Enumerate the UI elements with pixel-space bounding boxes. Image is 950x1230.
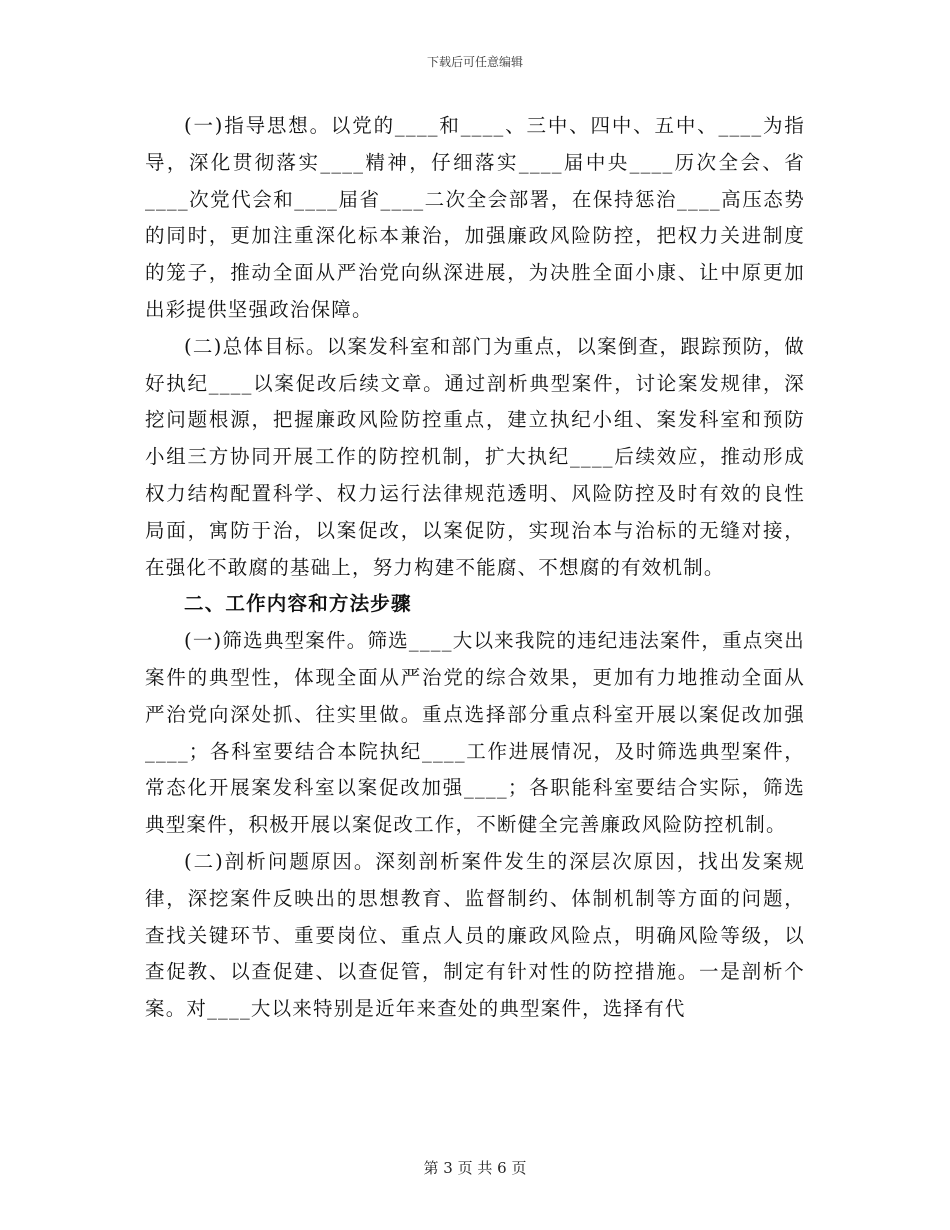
paragraph-screen-cases: (一)筛选典型案件。筛选____大以来我院的违纪违法案件，重点突出案件的典型性，体现全面从严治党的综合效果，更加有力地推动全面从严治党向深处抓、往实里做。重点选择部分重点科室开展以案促改加强____；各科室要结合本院执纪____工作进展情况，及时筛选典型案件，常态化开展案发科室以案促改加强____；各职能科室要结合实际，筛选典型案件，积极开展以案促改工作，不断健全完善廉政风险防控机制。 xyxy=(145,629,805,837)
paragraph-guiding-ideology: (一)指导思想。以党的____和____、三中、四中、五中、____为指导，深化贯彻落实____精神，仔细落实____届中央____历次全会、省____次党代会和____届省____二次全会部署，在保持惩治____高压态势的同时，更加注重深化标本兼治，加强廉政风险防控，把权力关进制度的笼子，推动全面从严治党向纵深进展，为决胜全面小康、让中原更加出彩提供坚强政治保障。 xyxy=(145,114,805,321)
page-header-note: 下载后可任意编辑 xyxy=(426,55,523,69)
document-body xyxy=(145,108,805,1028)
section-heading: 二、工作内容和方法步骤 xyxy=(184,592,412,616)
paragraph-overall-goal: (二)总体目标。以案发科室和部门为重点，以案倒查，跟踪预防，做好执纪____以案促改后续文章。通过剖析典型案件，讨论案发规律，深挖问题根源，把握廉政风险防控重点，建立执纪小组、案发科室和预防小组三方协同开展工作的防控机制，扩大执纪____后续效应，推动形成权力结构配置科学、权力运行法律规范透明、风险防控及时有效的良性局面，寓防于治，以案促改，以案促防，实现治本与治标的无缝对接，在强化不敢腐的基础上，努力构建不能腐、不想腐的有效机制。 xyxy=(145,334,805,579)
paragraph-analyze-causes: (二)剖析问题原因。深刻剖析案件发生的深层次原因，找出发案规律，深挖案件反映出的思想教育、监督制约、体制机制等方面的问题，查找关键环节、重要岗位、重点人员的廉政风险点，明确风险等级，以查促教、以查促建、以查促管，制定有针对性的防控措施。一是剖析个案。对____大以来特别是近年来查处的典型案件，选择有代 xyxy=(145,849,805,1021)
page-number-footer: 第 3 页 共 6 页 xyxy=(423,1159,527,1177)
